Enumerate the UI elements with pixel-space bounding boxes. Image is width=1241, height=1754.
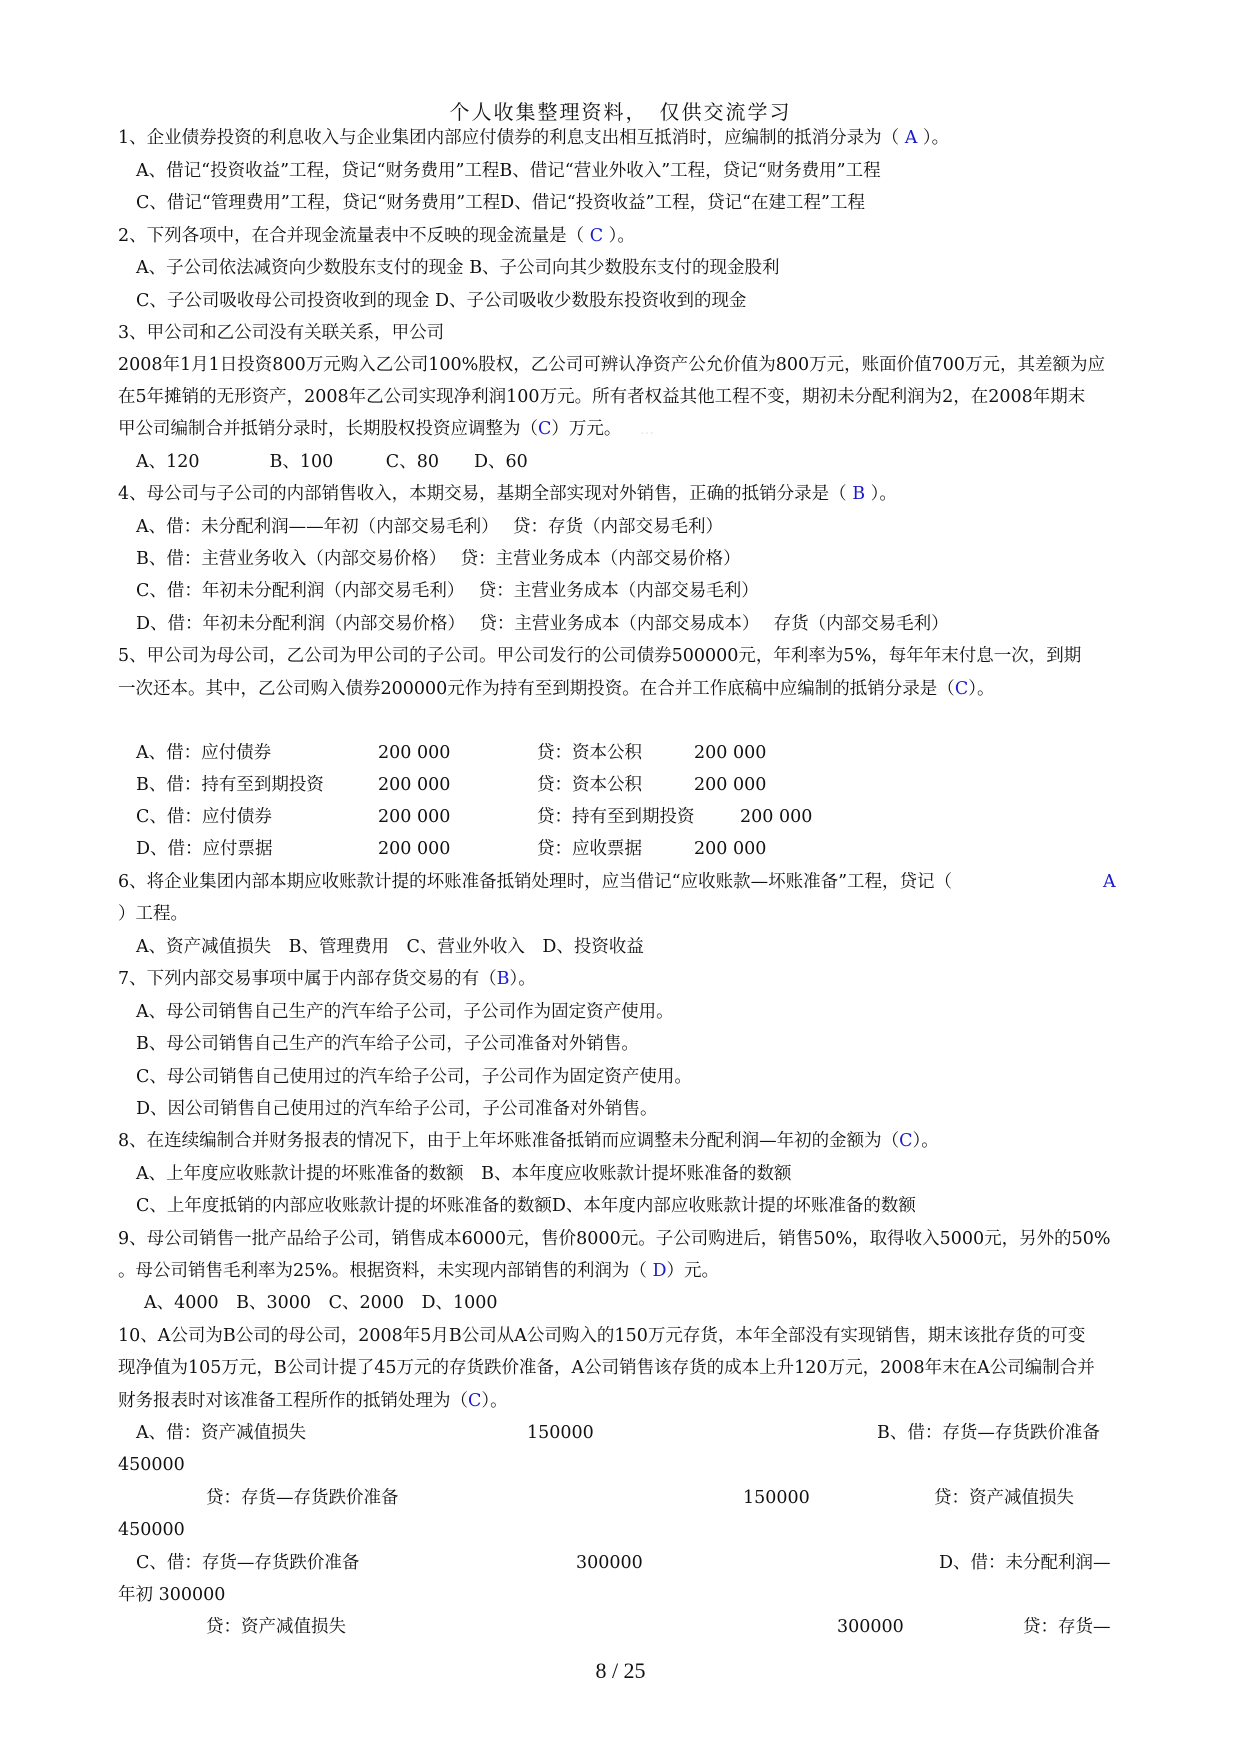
q7-option-d: D、因公司销售自己使用过的汽车给子公司，子公司准备对外销售。 xyxy=(136,1099,658,1119)
answer-7: B xyxy=(496,969,510,989)
q3-options: A、120 B、100 C、80 D、60 xyxy=(136,452,528,472)
q7-option-c: C、母公司销售自己使用过的汽车给子公司，子公司作为固定资产使用。 xyxy=(136,1067,692,1087)
q5-option-a-credit: 贷：资本公积 xyxy=(537,743,642,763)
answer-6: A xyxy=(1103,872,1116,892)
q5-option-c-debit: C、借：应付债券 xyxy=(136,807,272,827)
q5-option-c-debit-amount: 200 000 xyxy=(378,807,451,827)
q10-line-2: 现净值为105万元，B公司计提了45万元的存货跌价准备，A公司销售该存货的成本上升120万元，2008年末在A公司编制合并 xyxy=(118,1358,1095,1378)
q9-line-2: 。母公司销售毛利率为25%。根据资料，未实现内部销售的利润为（ D）元。 xyxy=(118,1261,719,1281)
q9-options: A、4000 B、3000 C、2000 D、1000 xyxy=(144,1293,498,1313)
answer-5: C xyxy=(954,679,969,699)
q5-option-d-debit-amount: 200 000 xyxy=(378,839,451,859)
q4-option-a: A、借：未分配利润——年初（内部交易毛利） 贷：存货（内部交易毛利） xyxy=(136,517,723,537)
q1-options-line-1: A、借记“投资收益”工程，贷记“财务费用”工程B、借记“营业外收入”工程，贷记“财务费用”工程 xyxy=(136,161,881,181)
q3-line-3: 甲公司编制合并抵销分录时，长期股权投资应调整为（C）万元。 xyxy=(118,419,622,439)
q10-option-c-debit-amount: 300000 xyxy=(576,1553,643,1573)
q5-option-b-credit: 贷：资本公积 xyxy=(537,775,642,795)
q7-option-b: B、母公司销售自己生产的汽车给子公司，子公司准备对外销售。 xyxy=(136,1034,639,1054)
answer-1: A xyxy=(899,128,923,148)
q10-option-b-debit: B、借：存货—存货跌价准备 xyxy=(877,1423,1100,1443)
q5-option-d-credit: 贷：应收票据 xyxy=(537,839,642,859)
q4-option-b: B、借：主营业务收入（内部交易价格） 贷：主营业务成本（内部交易价格） xyxy=(136,549,741,569)
q2-options-line-2: C、子公司吸收母公司投资收到的现金 D、子公司吸收少数股东投资收到的现金 xyxy=(136,291,747,311)
q6-line-2: ）工程。 xyxy=(118,904,188,924)
q4-option-c: C、借：年初未分配利润（内部交易毛利） 贷：主营业务成本（内部交易毛利） xyxy=(136,581,759,601)
q5-option-b-debit: B、借：持有至到期投资 xyxy=(136,775,324,795)
q5-line-2: 一次还本。其中，乙公司购入债券200000元作为持有至到期投资。在合并工作底稿中应编制的抵销分录是（C）。 xyxy=(118,679,995,699)
watermark-text: … xyxy=(640,422,654,438)
question-5: 5、甲公司为母公司，乙公司为甲公司的子公司。甲公司发行的公司债券500000元，年利率为5%，每年年末付息一次，到期 xyxy=(118,646,1082,666)
q5-option-a-debit: A、借：应付债券 xyxy=(136,743,272,763)
q10-option-d-debit-continued: 年初 300000 xyxy=(118,1585,226,1605)
q2-options-line-1: A、子公司依法减资向少数股东支付的现金 B、子公司向其少数股东支付的现金股利 xyxy=(136,258,780,278)
q10-option-c-credit-amount: 300000 xyxy=(837,1617,904,1637)
question-4: 4、母公司与子公司的内部销售收入，本期交易，基期全部实现对外销售，正确的抵销分录是（ B ）。 xyxy=(118,484,897,504)
q5-option-d-credit-amount: 200 000 xyxy=(694,839,767,859)
question-10: 10、A公司为B公司的母公司，2008年5月B公司从A公司购入的150万元存货，本年全部没有实现销售，期末该批存货的可变 xyxy=(118,1326,1086,1346)
question-6: 6、将企业集团内部本期应收账款计提的坏账准备抵销处理时，应当借记“应收账款—坏账准备”工程，贷记（ xyxy=(118,872,953,892)
answer-9: D xyxy=(646,1261,667,1281)
q10-option-d-debit: D、借：未分配利润— xyxy=(939,1553,1111,1573)
q1-options-line-2: C、借记“管理费用”工程，贷记“财务费用”工程D、借记“投资收益”工程，贷记“在建工程”工程 xyxy=(136,193,865,213)
question-3: 3、甲公司和乙公司没有关联关系，甲公司 xyxy=(118,323,445,343)
q10-line-3: 财务报表时对该准备工程所作的抵销处理为（C）。 xyxy=(118,1391,508,1411)
q7-option-a: A、母公司销售自己生产的汽车给子公司，子公司作为固定资产使用。 xyxy=(136,1002,674,1022)
answer-2: C xyxy=(584,226,609,246)
answer-8: C xyxy=(899,1131,913,1151)
q10-option-b-debit-amount: 450000 xyxy=(118,1455,185,1475)
question-2: 2、下列各项中，在合并现金流量表中不反映的现金流量是（ C ）。 xyxy=(118,226,635,246)
question-8: 8、在连续编制合并财务报表的情况下，由于上年坏账准备抵销而应调整未分配利润—年初的金额为（C）。 xyxy=(118,1131,939,1151)
q3-line-1: 2008年1月1日投资800万元购入乙公司100%股权，乙公司可辨认净资产公允价值为800万元，账面价值700万元，其差额为应 xyxy=(118,355,1106,375)
q10-option-b-credit-amount: 450000 xyxy=(118,1520,185,1540)
q5-option-b-debit-amount: 200 000 xyxy=(378,775,451,795)
page-header: 个人收集整理资料， 仅供交流学习 xyxy=(449,100,792,124)
q5-option-d-debit: D、借：应付票据 xyxy=(136,839,273,859)
answer-10: C xyxy=(468,1391,482,1411)
q3-line-2: 在5年摊销的无形资产，2008年乙公司实现净利润100万元。所有者权益其他工程不变，期初未分配利润为2，在2008年期末 xyxy=(118,387,1086,407)
q10-option-b-credit: 贷：资产减值损失 xyxy=(934,1488,1074,1508)
q10-option-c-debit: C、借：存货—存货跌价准备 xyxy=(136,1553,360,1573)
q5-option-a-debit-amount: 200 000 xyxy=(378,743,451,763)
q4-option-d: D、借：年初未分配利润（内部交易价格） 贷：主营业务成本（内部交易成本） 存货（内部交易毛利） xyxy=(136,614,949,634)
q10-option-d-credit: 贷：存货— xyxy=(1023,1617,1111,1637)
q5-option-a-credit-amount: 200 000 xyxy=(694,743,767,763)
q10-option-a-debit: A、借：资产减值损失 xyxy=(136,1423,307,1443)
question-7: 7、下列内部交易事项中属于内部存货交易的有（B）。 xyxy=(118,969,536,989)
question-1: 1、企业债券投资的利息收入与企业集团内部应付债券的利息支出相互抵消时，应编制的抵消分录为（ A ）。 xyxy=(118,128,950,148)
page-number: 8 / 25 xyxy=(595,1658,646,1683)
q5-option-c-credit-amount: 200 000 xyxy=(740,807,813,827)
q8-options-line-1: A、上年度应收账款计提的坏账准备的数额 B、本年度应收账款计提坏账准备的数额 xyxy=(136,1164,792,1184)
answer-3: C xyxy=(538,419,552,439)
q10-option-a-debit-amount: 150000 xyxy=(527,1423,594,1443)
q6-options: A、资产减值损失 B、管理费用 C、营业外收入 D、投资收益 xyxy=(136,937,644,957)
question-9: 9、母公司销售一批产品给子公司，销售成本6000元，售价8000元。子公司购进后，销售50%，取得收入5000元，另外的50% xyxy=(118,1229,1111,1249)
q10-option-a-credit: 贷：存货—存货跌价准备 xyxy=(206,1488,399,1508)
answer-4: B xyxy=(846,484,871,504)
q10-option-a-credit-amount: 150000 xyxy=(743,1488,810,1508)
q5-option-b-credit-amount: 200 000 xyxy=(694,775,767,795)
q5-option-c-credit: 贷：持有至到期投资 xyxy=(537,807,695,827)
q8-options-line-2: C、上年度抵销的内部应收账款计提的坏账准备的数额D、本年度内部应收账款计提的坏账准备的数额 xyxy=(136,1196,916,1216)
q10-option-c-credit: 贷：资产减值损失 xyxy=(206,1617,346,1637)
